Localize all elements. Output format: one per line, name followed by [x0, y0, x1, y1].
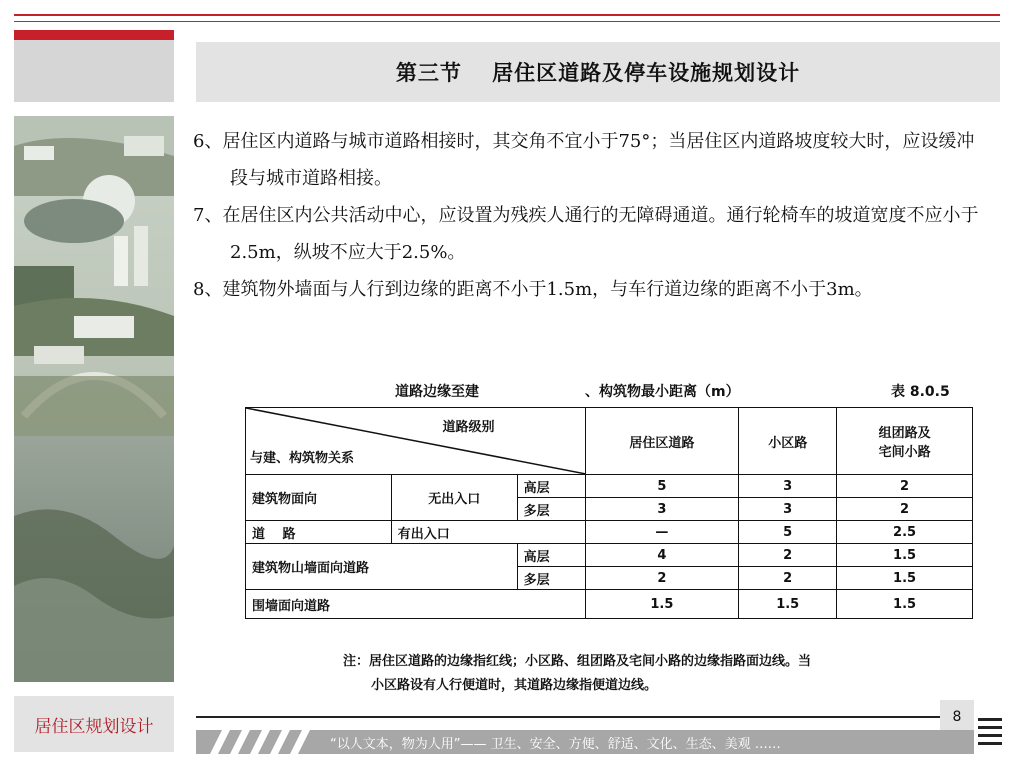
table-cell: 2	[837, 475, 973, 498]
footer-rule	[196, 716, 956, 718]
table-cell: 4	[585, 544, 739, 567]
table-cell: 3	[739, 475, 837, 498]
table-caption	[245, 378, 975, 404]
table-cell: 2	[739, 544, 837, 567]
table-cell: —	[585, 521, 739, 544]
note-line-1: 注：居住区道路的边缘指红线；小区路、组团路及宅间小路的边缘指路面边线。当	[343, 654, 812, 669]
col-residential-road: 居住区道路	[585, 408, 739, 475]
page-title: 第三节 居住区道路及停车设施规划设计	[395, 60, 801, 85]
caption-part-b: 、构筑物最小距离（m）	[585, 384, 740, 400]
body-text	[193, 123, 983, 308]
table-cell: 2	[585, 567, 739, 590]
table-cell: 5	[739, 521, 837, 544]
spec-table-figure	[245, 378, 975, 708]
road-level-label: 道路级别	[442, 420, 495, 435]
corner-panel	[14, 40, 174, 102]
gable-wall-label: 建筑物山墙面向道路	[246, 544, 518, 590]
page-number-text: 8	[952, 709, 962, 725]
multi-storey-label: 多层	[517, 567, 585, 590]
col-district-road: 小区路	[739, 408, 837, 475]
slogan-text: “以人文本，物为人用”—— 卫生、安全、方便、舒适、文化、生态、美观 ……	[330, 737, 781, 752]
item-8: 8、建筑物外墙面与人行到边缘的距离不小于1.5m，与车行道边缘的距离不小于3m。	[193, 279, 873, 300]
stripe-decoration	[978, 716, 1002, 750]
slash-decoration	[200, 730, 310, 754]
fence-wall-label: 围墙面向道路	[246, 590, 586, 619]
no-entry-label: 无出入口	[391, 475, 517, 521]
top-rule-thin	[14, 21, 1000, 22]
col-group-road-l2: 宅间小路	[878, 445, 931, 460]
table-cell: 1.5	[585, 590, 739, 619]
table-number: 表 8.0.5	[891, 384, 950, 400]
table-cell: 2.5	[837, 521, 973, 544]
col-group-road	[837, 408, 973, 475]
relation-label: 与建、构筑物关系	[250, 451, 355, 466]
item-7: 7、在居住区内公共活动中心，应设置为残疾人通行的无障碍通道。通行轮椅车的坡道宽度不应小于2.5m，纵坡不应大于2.5%。	[193, 205, 979, 263]
table-cell: 1.5	[837, 544, 973, 567]
high-rise-label: 高层	[517, 544, 585, 567]
title-bar	[196, 42, 1000, 102]
table-cell: 2	[837, 498, 973, 521]
table-cell: 3	[585, 498, 739, 521]
high-rise-label: 高层	[517, 475, 585, 498]
table-cell: 3	[739, 498, 837, 521]
road-label: 道 路	[246, 521, 392, 544]
table-cell: 2	[739, 567, 837, 590]
multi-storey-label: 多层	[517, 498, 585, 521]
table-note	[343, 650, 983, 698]
aerial-photo	[14, 116, 174, 682]
distance-table	[245, 407, 973, 619]
page-number	[940, 700, 974, 734]
has-entry-label: 有出入口	[391, 521, 585, 544]
footer-panel	[14, 696, 174, 752]
table-cell: 1.5	[739, 590, 837, 619]
top-rule	[14, 14, 1000, 16]
table-cell: 1.5	[837, 590, 973, 619]
table-cell: 1.5	[837, 567, 973, 590]
col-group-road-l1: 组团路及	[878, 426, 931, 441]
facing-road-label: 建筑物面向	[246, 475, 392, 521]
note-line-2: 小区路设有人行便道时，其道路边缘指便道边线。	[371, 678, 658, 693]
table-cell: 5	[585, 475, 739, 498]
diagonal-header	[246, 408, 586, 475]
footer-title: 居住区规划设计	[34, 716, 154, 737]
item-6: 6、居住区内道路与城市道路相接时，其交角不宜小于75°；当居住区内道路坡度较大时，应设缓冲段与城市道路相接。	[193, 131, 975, 189]
caption-part-a: 道路边缘至建	[395, 384, 479, 400]
accent-block	[14, 30, 174, 40]
